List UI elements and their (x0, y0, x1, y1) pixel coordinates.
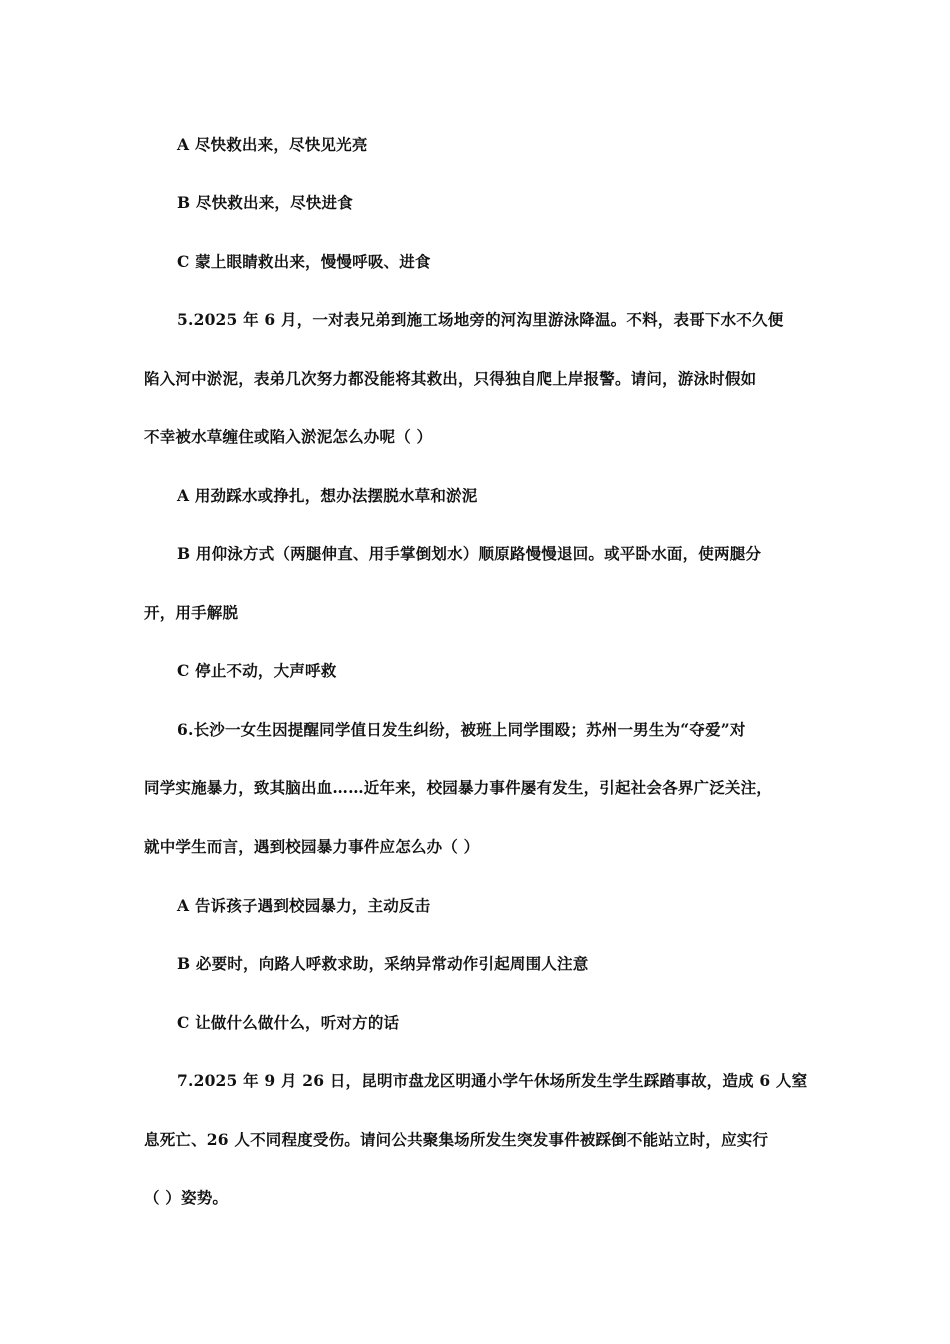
question-7-line-1: 7.2025 年 9 月 26 日，昆明市盘龙区明通小学午休场所发生学生踩踏事故，造成 6 人窒 (177, 1071, 808, 1090)
option-b-q6: B 必要时，向路人呼救求助，采纳异常动作引起周围人注意 (177, 954, 589, 973)
question-5-line-3: 不幸被水草缠住或陷入淤泥怎么办呢（ ） (144, 427, 433, 446)
question-7-line-2: 息死亡、26 人不同程度受伤。请问公共聚集场所发生突发事件被踩倒不能站立时，应实行 (144, 1130, 769, 1149)
option-b-q4: B 尽快救出来，尽快进食 (177, 193, 353, 212)
question-5-line-1: 5.2025 年 6 月，一对表兄弟到施工场地旁的河沟里游泳降温。不料，表哥下水不久便 (177, 310, 784, 329)
question-6-line-3: 就中学生而言，遇到校园暴力事件应怎么办（ ） (144, 837, 480, 856)
question-7-line-3: （ ）姿势。 (144, 1188, 229, 1207)
question-6-line-2: 同学实施暴力，致其脑出血……近年来，校园暴力事件屡有发生，引起社会各界广泛关注， (144, 778, 773, 797)
option-a-q6: A 告诉孩子遇到校园暴力，主动反击 (177, 896, 431, 915)
question-6-line-1: 6.长沙一女生因提醒同学值日发生纠纷，被班上同学围殴；苏州一男生为“夺爱”对 (177, 720, 746, 739)
option-c-q6: C 让做什么做什么，听对方的话 (177, 1013, 400, 1032)
option-a-q5: A 用劲踩水或挣扎，想办法摆脱水草和淤泥 (177, 486, 478, 505)
option-c-q4: C 蒙上眼睛救出来，慢慢呼吸、进食 (177, 252, 431, 271)
question-5-line-2: 陷入河中淤泥，表弟几次努力都没能将其救出，只得独自爬上岸报警。请问，游泳时假如 (144, 369, 757, 388)
option-a-q4: A 尽快救出来，尽快见光亮 (177, 135, 368, 154)
option-b-q5-line-2: 开，用手解脱 (144, 603, 239, 622)
option-c-q5: C 停止不动，大声呼救 (177, 661, 337, 680)
option-b-q5-line-1: B 用仰泳方式（两腿伸直、用手掌倒划水）顺原路慢慢退回。或平卧水面，使两腿分 (177, 544, 762, 563)
